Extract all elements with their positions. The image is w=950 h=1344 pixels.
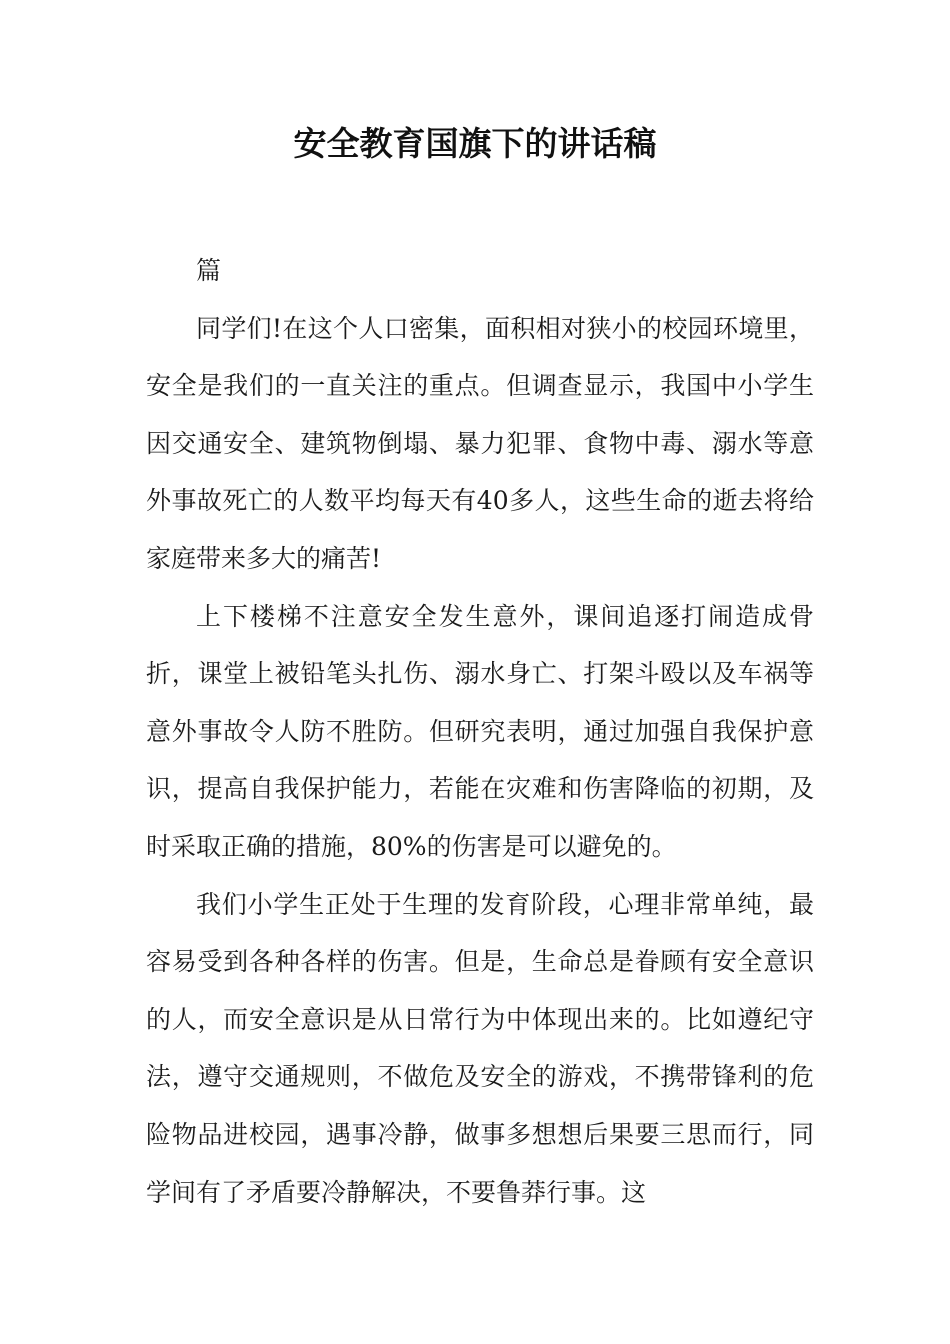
document-title: 安全教育国旗下的讲话稿	[293, 124, 657, 163]
paragraph-heading: 篇	[196, 256, 222, 285]
paragraph: 我们小学生正处于生理的发育阶段，心理非常单纯，最容易受到各种各样的伤害。但是，生命总是眷顾有安全意识的人，而安全意识是从日常行为中体现出来的。比如遵纪守法，遵守交通规则，不做危及安全的游戏，不携带锋利的危险物品进校园，遇事冷静，做事多想想后果要三思而行，同学间有了矛盾要冷静解决，不要鲁莽行事。这	[146, 889, 814, 1207]
paragraph: 上下楼梯不注意安全发生意外，课间追逐打闹造成骨折，课堂上被铅笔头扎伤、溺水身亡、打架斗殴以及车祸等意外事故令人防不胜防。但研究表明，通过加强自我保护意识，提高自我保护能力，若能在灾难和伤害降临的初期，及时采取正确的措施，80%的伤害是可以避免的。	[146, 601, 814, 861]
document-body	[146, 242, 814, 1221]
paragraph: 同学们!在这个人口密集，面积相对狭小的校园环境里，安全是我们的一直关注的重点。但调查显示，我国中小学生因交通安全、建筑物倒塌、暴力犯罪、食物中毒、溺水等意外事故死亡的人数平均每天有40多人，这些生命的逝去将给家庭带来多大的痛苦!	[146, 313, 814, 573]
